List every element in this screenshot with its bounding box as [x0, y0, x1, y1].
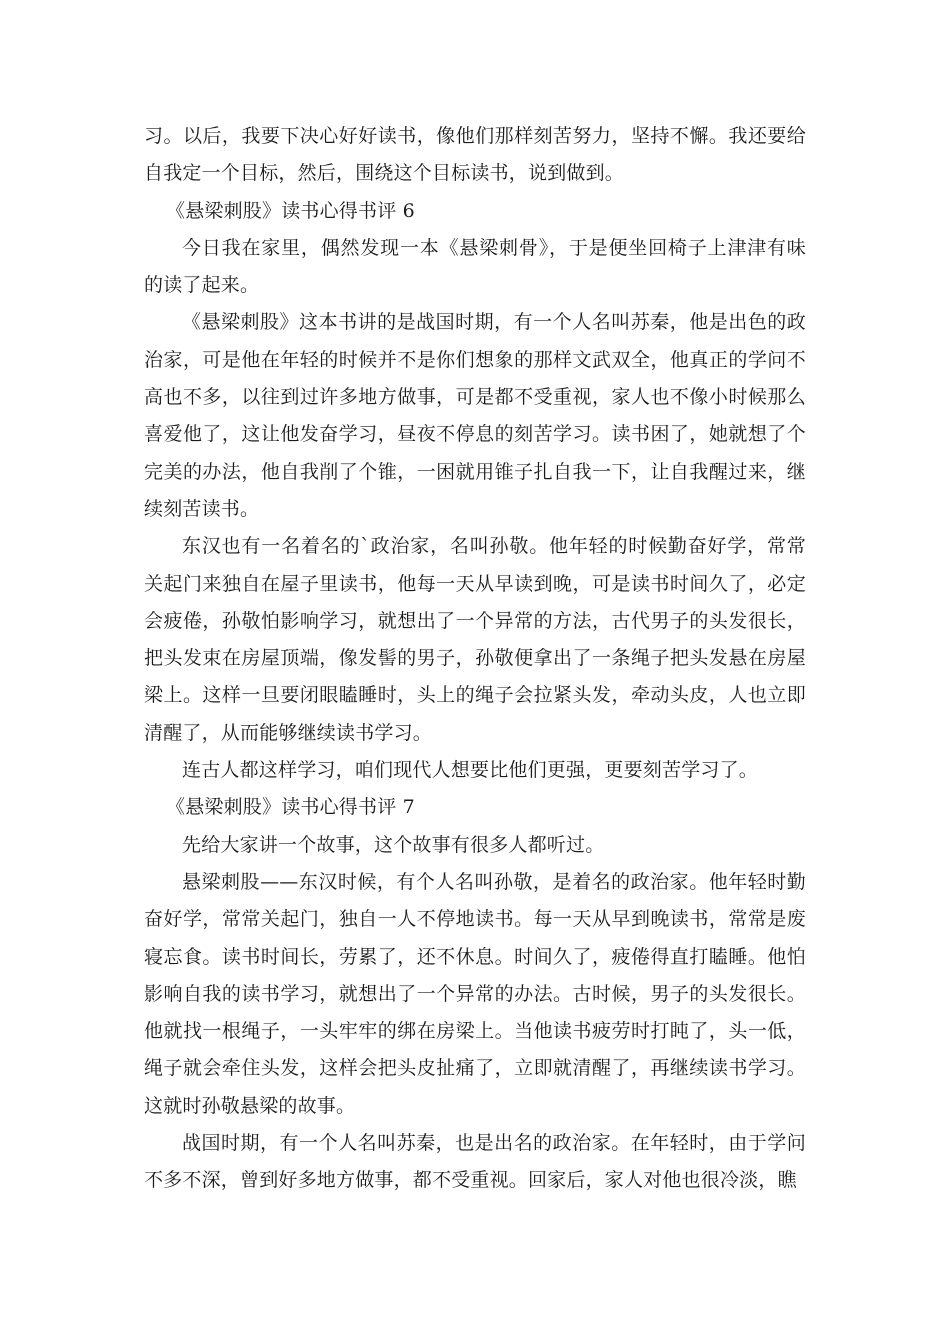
section-heading-6: 《悬梁刺股》读书心得书评 6	[166, 199, 415, 222]
paragraph: 东汉也有一名着名的`政治家，名叫孙敬。他年轻的时候勤奋好学，常常关起门来独自在屋子里读书，他每一天从早读到晚，可是读书时间久了，必定会疲倦，孙敬怕影响学习，就想出了一个异常的方法，古代男子的头发很长，把头发束在房屋顶端，像发髻的男子，孙敬便拿出了一条绳子把头发悬在房屋梁上。这样一旦要闭眼瞌睡时，头上的绳子会拉紧头发，牵动头皮，人也立即清醒了，从而能够继续读书学习。	[144, 535, 806, 744]
paragraph-continuation: 习。以后，我要下决心好好读书，像他们那样刻苦努力，坚持不懈。我还要给自我定一个目标，然后，围绕这个目标读书，说到做到。	[144, 125, 806, 185]
document-body	[144, 118, 806, 1200]
paragraph: 战国时期，有一个人名叫苏秦，也是出名的政治家。在年轻时，由于学问不多不深，曾到好多地方做事，都不受重视。回家后，家人对他也很冷淡，瞧	[144, 1132, 806, 1192]
section-heading-7: 《悬梁刺股》读书心得书评 7	[166, 796, 415, 819]
paragraph: 连古人都这样学习，咱们现代人想要比他们更强，更要刻苦学习了。	[182, 759, 759, 782]
paragraph: 先给大家讲一个故事，这个故事有很多人都听过。	[182, 833, 605, 856]
paragraph: 悬梁刺股——东汉时候，有个人名叫孙敬，是着名的政治家。他年轻时勤奋好学，常常关起门，独自一人不停地读书。每一天从早到晚读书，常常是废寝忘食。读书时间长，劳累了，还不休息。时间久了，疲倦得直打瞌睡。他怕影响自我的读书学习，就想出了一个异常的办法。古时候，男子的头发很长。他就找一根绳子，一头牢牢的绑在房梁上。当他读书疲劳时打盹了，头一低，绳子就会牵住头发，这样会把头皮扯痛了，立即就清醒了，再继续读书学习。这就时孙敬悬梁的故事。	[144, 870, 806, 1117]
paragraph: 今日我在家里，偶然发现一本《悬梁刺骨》，于是便坐回椅子上津津有味的读了起来。	[144, 236, 806, 297]
paragraph: 《悬梁刺股》这本书讲的是战国时期，有一个人名叫苏秦，他是出色的政治家，可是他在年轻的时候并不是你们想象的那样文武双全，他真正的学问不高也不多，以往到过许多地方做事，可是都不受重视，家人也不像小时候那么喜爱他了，这让他发奋学习，昼夜不停息的刻苦学习。读书困了，她就想了个完美的办法，他自我削了个锥，一困就用锥子扎自我一下，让自我醒过来，继续刻苦读书。	[144, 311, 806, 520]
